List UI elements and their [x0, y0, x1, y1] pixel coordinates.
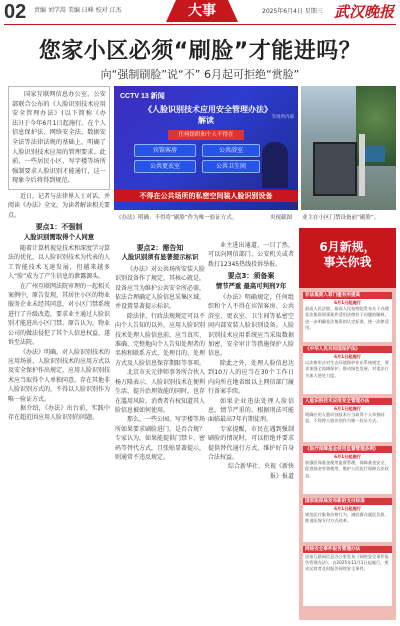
article-subheadline: 向“强制刷脸”说“不” 6月起可拒绝“赏脸” [100, 68, 300, 81]
regulation-date: 6月1日起施行 [334, 506, 361, 511]
photo-caption: 《办法》明确：不得将“刷脸”作为唯一验证方式。 [116, 215, 238, 221]
regulation-item [303, 446, 392, 494]
section-subheading: 人脸识别须有显著提示标识 [121, 253, 199, 262]
paragraph: 《办法》明确规定，任何组织和个人不得在宾馆客房、公共浴室、更衣室、卫生间等私密空间内部安装人脸识别设备。人脸识别技术应用系统应当采取数据加密、安全审计等措施保护人脸信息。 [208, 294, 294, 358]
anchor-silhouette [262, 142, 288, 188]
newspaper-masthead: 武汉晚报 [333, 3, 394, 21]
paragraph: 专家提醒，市民在遇到强制刷脸的情况时，可以拒绝并要求提供替代通行方式，维护好自身合法权益。 [208, 425, 294, 461]
sidebar-title-line: 事关你我 [323, 255, 372, 269]
regulation-item [303, 398, 392, 442]
section-subheading: 情节严重 最高可判刑7年 [215, 281, 287, 290]
article-lead: 国家互联网信息办公室、公安部联合公布的《人脸识别技术应用安全管理办法》(以下简称《办法》)于今年6月1日起施行。在个人信息保护法、网络安全法、数据安全法等法律法规的基础上，明确了人脸识别技术应用的管理要求。此前，一些居民小区、写字楼等场所强制要求人脸识别才能通行，这一现象今后将得到规范。 [8, 86, 110, 190]
paragraph: 《办法》明确，对人脸识别技术的应用场景、人脸识别技术的应用方式以及安全保护作出规定，应用人脸识别技术应当取得个人单独同意。存在其他非人脸识别方式的，不得以人脸识别作为唯一验证方式。 [8, 348, 110, 403]
article-column-1 [8, 192, 110, 620]
broadcast-tag: 任何组织和个人不得在 [168, 130, 244, 140]
regulation-title: 非法集资入罪门槛有所提高 [303, 292, 392, 299]
regulation-item [303, 498, 392, 542]
header-divider [4, 24, 396, 25]
source-note: 综合新华社、央视《新快报》报道 [227, 463, 294, 480]
gate-shape [313, 142, 357, 196]
regulation-title: 《中华人民共和国保护法》 [303, 346, 392, 353]
paragraph: 近日，记者与法律界人士对话，并阅读《办法》全文，为读者解读相关要点。 [8, 193, 110, 219]
section-heading: 要点2：需告知 [136, 244, 184, 252]
article-column-3 [208, 241, 294, 620]
broadcast-hint: 等场所内部 [271, 115, 294, 120]
section-subheading: 人脸识别需取得个人同意 [23, 232, 95, 241]
face-scanner-pole [359, 134, 365, 196]
section-heading: 要点3：须备案 [227, 272, 275, 281]
paragraph: 除法律、行政法规规定可以不向个人告知的以外，应用人脸识别技术处理人脸信息前，应当真实、准确、完整地向个人告知处理者的名称和联系方式、处理目的、处理方式及人脸信息保存期限等事项。 [115, 312, 205, 367]
regulation-item [303, 546, 392, 606]
venue-pill: 公共浴室 [202, 144, 260, 157]
regulation-text: 以法律形式对生态环境保护作出系统规定，要求加强全流域保护，推动绿色发展，对违法行为加大惩处力度。 [305, 360, 389, 378]
paragraph: 随着计算机视觉技术和深度学习算法的优化，以人脸识别技术为代表的人工智能技术飞速发展，但越来越多人“脸”成为了产生信息的泄露源头。 [8, 245, 110, 281]
photo-caption: 业主在小区门禁设备前“刷脸”。 [302, 215, 380, 221]
paragraph: 据介绍，《办法》出台前，实践中存在超范围应用人脸识别的问题。 [8, 404, 110, 422]
venue-pill: 宾馆客房 [134, 144, 196, 157]
section-heading: 要点1：不强制 [35, 223, 83, 232]
paragraph: 那么，一些公园、写字楼等场所如果要求刷脸进门，是否合规？专家认为，如果能提供门禁卡、密码等替代方式，且张贴显著提示，则通常不违反规定。 [115, 416, 205, 461]
paragraph: 北京市天元律师事务所合伙人杨万隆表示，人脸识别技术在便利生活、提升治理效能的同时，也存在滥用风险，消费者有权知道其人脸信息被如何使用。 [115, 369, 205, 414]
venue-pill: 公共卫生间 [202, 160, 260, 173]
regulation-date: 6月1日起施行 [334, 300, 361, 305]
article-column-2 [115, 241, 205, 620]
regulation-date: 6月1日起施行 [334, 406, 361, 411]
venue-pill: 公共更衣室 [134, 160, 196, 173]
page-number: 02 [4, 1, 27, 23]
regulation-title: 国家医保局发布新的支付标准 [303, 498, 392, 505]
paragraph: 除此之外，处理人脸信息达到10万人的应当在30个工作日内向所在地省级以上网信部门履行备案手续。 [208, 359, 294, 396]
regulation-date: 6月1日起施行 [334, 454, 361, 459]
cctv-logo: CCTV 13 新闻 [120, 93, 165, 100]
regulation-text: 明确应用人脸识别技术应当取得个人单独同意，不得将人脸识别作为唯一验证方式。 [305, 412, 385, 424]
broadcast-banner: 不得在公共场所的私密空间装人脸识别设备 [114, 190, 298, 202]
regulation-item [303, 346, 392, 394]
regulation-date: 6月1日起施行 [334, 354, 361, 359]
sidebar-title-line: 6月新规， [319, 240, 376, 254]
new-regulations-sidebar [299, 228, 396, 620]
issue-date: 2025年6月4日 星期三 [262, 8, 323, 15]
gate-photo [301, 86, 396, 210]
page-header [0, 0, 400, 24]
editor-credits: 责编 刘学嵩 美编 曰峰 校对 江杰 [34, 7, 122, 14]
paragraph: 业主进出通道，一目了然，可以向网信部门、公安机关或者拨打12345热线投诉举报。 [208, 242, 294, 268]
regulation-item [303, 292, 392, 342]
regulation-title: 网络安全事件报告管理办法 [303, 546, 392, 553]
regulation-text: 国家互联网信息办公室发布《网络安全事件报告管理办法》，自2025年11月1日起施行，要求运营者及时报告网络安全事件。 [305, 554, 389, 572]
article-headline: 您家小区必须“刷脸”才能进吗？ [38, 39, 362, 64]
section-label: 大事 [176, 0, 228, 22]
regulation-title: 《医疗保障基金使用监督管理条例》 [303, 446, 392, 453]
news-broadcast-screenshot [114, 86, 298, 210]
regulation-text: 加强医保基金使用监督管理，保障基金安全，促进基金有效使用，维护公民医疗保障合法权益。 [305, 460, 389, 478]
paragraph: 在广州互联网法院审理的一起相关案例中，原告发现，其居住小区的物业服务企业未经其同意，对小区门禁系统进行了升级改造，要求业主通过人脸识别才能进出小区门禁。原告认为，物业公司的做法侵犯了其个人信息权益，遂诉至法院。 [8, 282, 110, 347]
sidebar-title [299, 240, 396, 270]
broadcast-title: 《人脸识别技术应用安全管理办法》解读 [144, 105, 268, 125]
photo-credit: 央视截图 [270, 215, 293, 221]
regulation-title: 人脸识别技术应用安全管理办法 [303, 398, 392, 405]
regulation-text: 规范医疗服务价格行为，减轻群众就医负担，推进医保支付方式改革。 [305, 512, 389, 524]
paragraph: 如果企业违法处理人脸信息，情节严重的，根据刑法可能面临最高7年有期徒刑。 [208, 397, 294, 424]
scanner-screen [365, 146, 385, 162]
paragraph: 《办法》对公共场所安装人脸识别设备作了规定，其核心就是，设备应当为维护公共安全所必需，依法合理确定人脸信息采集区域，并设置显著提示标识。 [115, 265, 205, 311]
regulation-text: 最高人民法院、最高人民检察院发布关于办理非法集资刑事案件适用法律若干问题的解释，进一步明确非法集资的认定标准，统一法律适用。 [305, 306, 389, 330]
sidebar-header [299, 228, 396, 288]
